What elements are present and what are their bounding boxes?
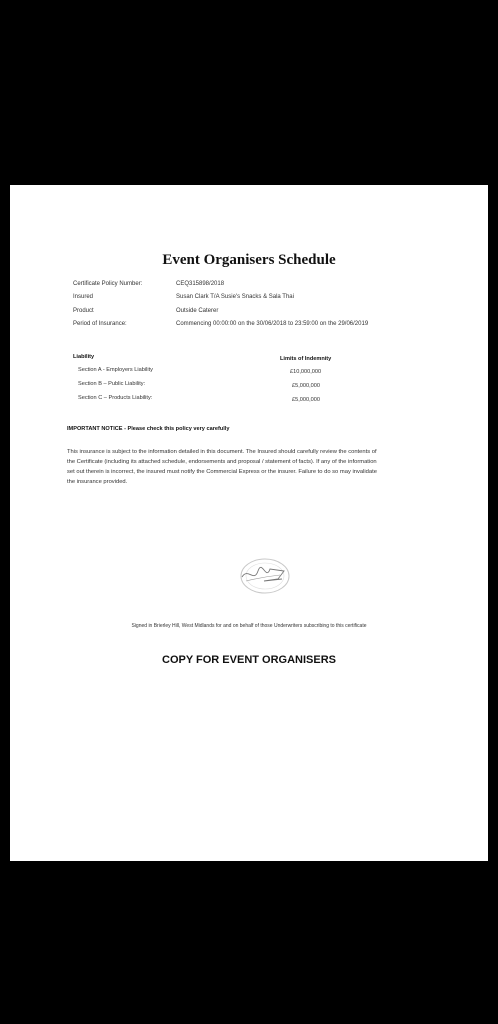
liability-limit: £5,000,000 [292,397,320,403]
liability-section: Section A - Employers Liability [78,367,153,373]
field-label: Insured [73,294,94,300]
notice-line: This insurance is subject to the information detailed in this document. The Insured should carefully review the contents of [67,449,377,455]
field-value: Susan Clark T/A Susie's Snacks & Sala Thai [176,294,294,300]
notice-line: the Certificate (including its attached schedule, endorsements and proposal / statement of facts). If any of the information [67,459,377,465]
liability-limit: £10,000,000 [290,369,322,375]
notice-body [67,447,437,487]
field-value: Outside Caterer [176,308,219,314]
field-value: CEQ315898/2018 [176,281,225,287]
signed-text: Signed in Brierley Hill, West Midlands for and on behalf of those Underwriters subscribing to this certificate [131,623,367,629]
document-page [10,185,488,861]
liability-limit: £5,000,000 [292,383,320,389]
liability-heading: Liability [73,354,95,360]
field-label: Certificate Policy Number: [73,281,143,287]
field-label: Period of Insurance: [73,321,127,327]
notice-line: the insurance provided. [67,479,128,485]
liability-section: Section B – Public Liability: [78,381,146,387]
document-title: Event Organisers Schedule [162,252,336,268]
notice-heading: IMPORTANT NOTICE - Please check this policy very carefully [67,426,230,432]
field-value: Commencing 00:00:00 on the 30/06/2018 to 23:59:00 on the 29/06/2019 [176,321,369,327]
copy-label: COPY FOR EVENT ORGANISERS [162,654,336,666]
liability-section: Section C – Products Liability: [78,395,153,401]
limits-heading: Limits of Indemnity [280,356,332,362]
field-label: Product [73,308,94,314]
notice-line: set out therein is incorrect, the insured must notify the Commercial Express or the insurer. Failure to do so may invalidate [67,469,377,475]
signature-stamp-icon [236,557,294,595]
